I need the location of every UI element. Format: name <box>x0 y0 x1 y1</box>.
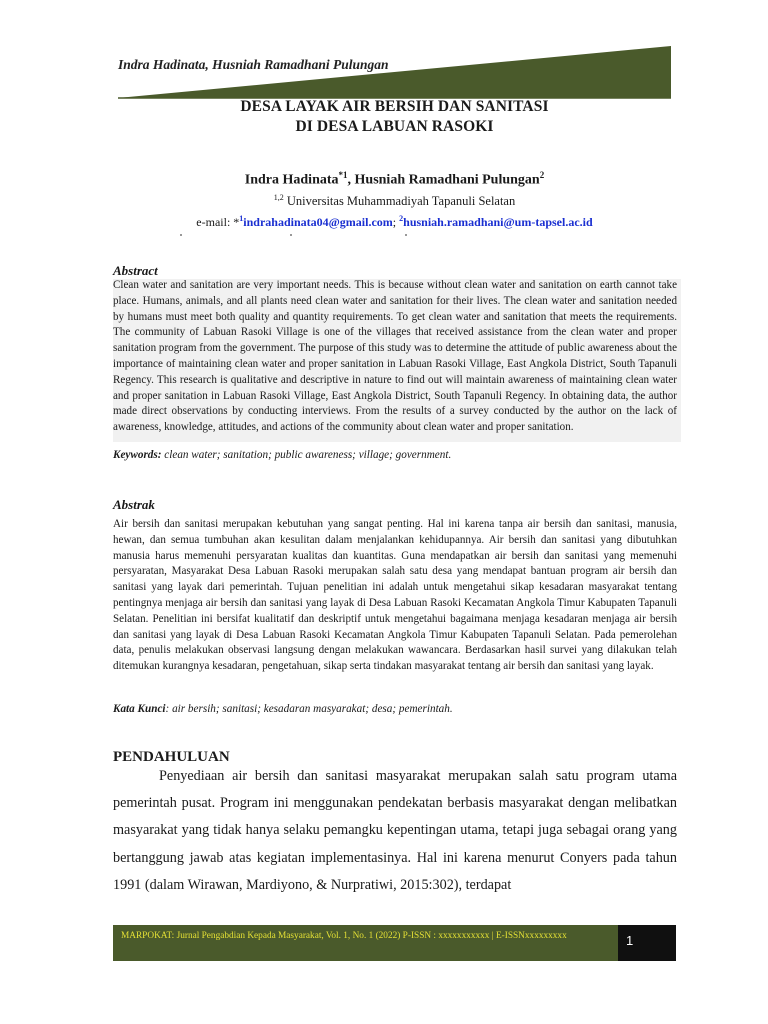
kata-kunci-text: : air bersih; sanitasi; kesadaran masyarakat; desa; pemerintah. <box>165 703 453 715</box>
author-2-mark: 2 <box>539 170 545 180</box>
affiliation-mark: 1,2 <box>273 193 284 202</box>
abstract-text: Clean water and sanitation are very important needs. This is because without clean water and sanitation on earth cannot take place. Humans, animals, and all plants need clean water and sanitation for their lives. The clean water and sanitation needed by humans must meet both quality and quantity requirements. To get clean water and sanitation that meets the requirements. The community of Labuan Rasoki Village is one of the villages that received assistance from the clean water and proper sanitation program from the government. The purpose of this study was to determine the attitude of public awareness about the importance of maintaining clean water and proper sanitation in Labuan Rasoki Village, East Angkola District, South Tapanuli Regency. This research is qualitative and descriptive in nature to find out will maintain awareness of maintaining clean water and proper sanitation in Labuan Rasoki Village, East Angkola District, South Tapanuli Regency. In obtaining data, the author made direct observations by conducting interviews. From the results of a survey conducted by the author on the lack of awareness, knowledge, attitudes, and actions of the community about clean water and proper sanitation. <box>113 279 677 434</box>
abstrak-text: Air bersih dan sanitasi merupakan kebutuhan yang sangat penting. Hal ini karena tanpa air bersih dan sanitasi, manusia, hewan, dan semua tumbuhan akan kesulitan dalam menjalankan kehidupannya. Air bersih dan sanitasi yang dibutuhkan manusia harus memenuhi persyaratan kualitas dan kuantitas. Guna mendapatkan air bersih dan sanitasi yang memenuhi persyaratan, Masyarakat Desa Labuan Rasoki merupakan salah satu desa yang mendapat bantuan program air bersih dan sanitasi yang layak dari pemerintah. Tujuan penelitian ini adalah untuk mengetahui sikap kesadaran masyarakat tentang pentingnya menjaga air bersih dan sanitasi yang layak di Desa Labuan Rasoki Kecamatan Angkola Timur Kabupaten Tapanuli Selatan. Penelitian ini bersifat kualitatif dan deskriptif untuk mengetahui bagaimana menjaga kesadaran menjaga air bersih dan sanitasi yang layak di Desa Labuan Rasoki Kecamatan Angkola Timur Kabupaten Tapanuli Selatan. Pada pemerolehan data, penulis melakukan observasi langsung dengan melakukan wawancara. Berdasarkan hasil survei yang dilakukan telah ditemukan kurangnya kesadaran, pengetahuan, sikap serta tindakan masyarakat tentang air bersih dan sanitasi yang layak. <box>113 518 677 673</box>
section-heading-pendahuluan: PENDAHULUAN <box>113 749 230 765</box>
kata-kunci-label: Kata Kunci <box>113 703 166 715</box>
author-list <box>118 170 671 189</box>
author-separator: , <box>347 172 355 188</box>
pendahuluan-text: Penyediaan air bersih dan sanitasi masyarakat merupakan salah satu program utama pemerintah pusat. Program ini menggunakan pendekatan berbasis masyarakat dengan melibatkan masyarakat yang tidak hanya selaku pemangku kepentingan utama, tetapi juga sebagai orang yang bertanggung jawab atas kegiatan implementasinya. Hal ini karena menurut Conyers pada tahun 1991 (dalam Wirawan, Mardiyono, & Nurpratiwi, 2015:302), terdapat <box>113 768 677 893</box>
email-separator: ; <box>392 215 400 229</box>
author-1: Indra Hadinata <box>244 172 339 188</box>
keywords-text: clean water; sanitation; public awareness; village; government. <box>161 449 452 461</box>
keywords-line <box>113 449 451 461</box>
email-link-2[interactable]: husniah.ramadhani@um-tapsel.ac.id <box>403 215 593 229</box>
kata-kunci-line <box>113 703 453 715</box>
header-wedge-decoration <box>118 46 671 100</box>
email-2-mark: 2 <box>399 214 404 223</box>
running-header-authors: Indra Hadinata, Husniah Ramadhani Pulungan <box>118 57 389 72</box>
author-1-mark: *1 <box>338 170 348 180</box>
footer-journal-info: MARPOKAT: Jurnal Pengabdian Kepada Masyarakat, Vol. 1, No. 1 (2022) P-ISSN : xxxxxxxxxxx | E-ISSNxxxxxxxxx <box>121 931 567 941</box>
page-number: 1 <box>626 933 634 948</box>
email-line <box>118 214 671 230</box>
affiliation-text: Universitas Muhammadiyah Tapanuli Selatan <box>286 194 516 209</box>
affiliation <box>118 193 671 209</box>
paper-title-line-2: DI DESA LABUAN RASOKI <box>295 118 494 135</box>
abstrak-heading: Abstrak <box>113 497 155 512</box>
paper-title-line-1: DESA LAYAK AIR BERSIH DAN SANITASI <box>240 98 549 115</box>
email-link-1[interactable]: indrahadinata04@gmail.com <box>243 215 393 229</box>
abstract-heading: Abstract <box>113 263 158 278</box>
email-prefix: e-mail: * <box>196 215 240 229</box>
pendahuluan-paragraph <box>113 763 677 899</box>
dotted-separator <box>180 234 410 237</box>
email-1-mark: 1 <box>239 214 244 223</box>
keywords-label: Keywords: <box>113 449 162 461</box>
author-2: Husniah Ramadhani Pulungan <box>354 172 540 188</box>
